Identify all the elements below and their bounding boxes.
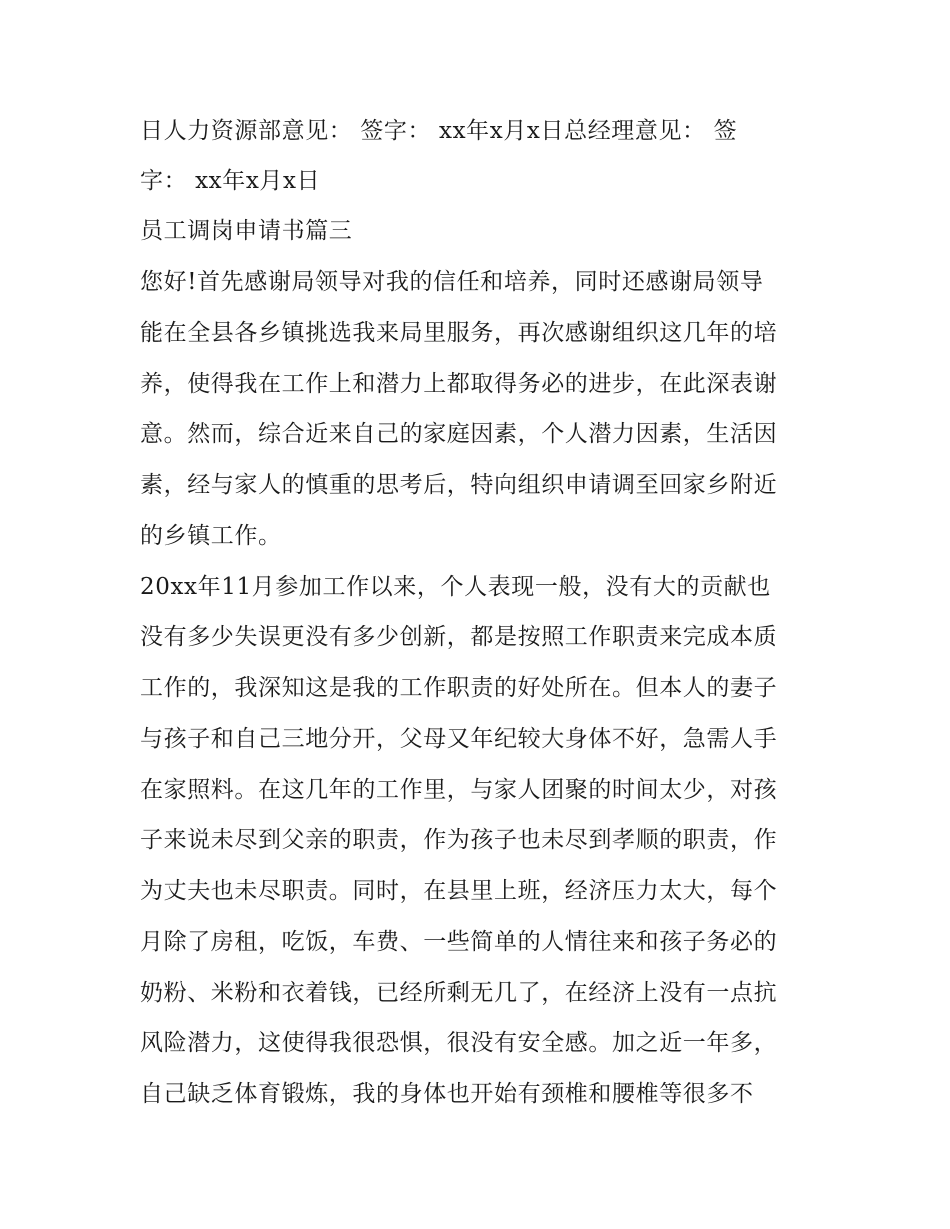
text-line: 月除了房租，吃饭，车费、一些简单的人情往来和孩子务必的 <box>140 929 778 955</box>
text-line: 日人力资源部意见： 签字： xx年x月x日总经理意见： 签 <box>140 118 738 144</box>
text-line: 奶粉、米粉和衣着钱，已经所剩无几了，在经济上没有一点抗 <box>140 980 778 1006</box>
text-line: 能在全县各乡镇挑选我来局里服务，再次感谢组织这几年的培 <box>140 320 778 346</box>
text-line: 自己缺乏体育锻炼，我的身体也开始有颈椎和腰椎等很多不 <box>140 1081 754 1107</box>
text-line: 工作的，我深知这是我的工作职责的好处所在。但本人的妻子 <box>140 675 778 701</box>
text-line: 为丈夫也未尽职责。同时，在县里上班，经济压力太大，每个 <box>140 878 778 904</box>
text-line: 风险潜力，这使得我很恐惧，很没有安全感。加之近一年多， <box>140 1030 778 1056</box>
text-line: 在家照料。在这几年的工作里，与家人团聚的时间太少，对孩 <box>140 777 778 803</box>
text-line: 与孩子和自己三地分开，父母又年纪较大身体不好，急需人手 <box>140 726 778 752</box>
text-line: 没有多少失误更没有多少创新，都是按照工作职责来完成本质 <box>140 624 778 650</box>
text-line: 的乡镇工作。 <box>140 523 282 549</box>
text-line: 养，使得我在工作上和潜力上都取得务必的进步，在此深表谢 <box>140 371 778 397</box>
text-line: 20xx年11月参加工作以来，个人表现一般，没有大的贡献也 <box>140 574 771 600</box>
section-heading: 员工调岗申请书篇三 <box>140 218 353 244</box>
text-line: 您好!首先感谢局领导对我的信任和培养，同时还感谢局领导 <box>140 269 764 295</box>
text-line: 素，经与家人的慎重的思考后，特向组织申请调至回家乡附近 <box>140 472 778 498</box>
text-line: 子来说未尽到父亲的职责，作为孩子也未尽到孝顺的职责，作 <box>140 827 778 853</box>
text-line: 字： xx年x月x日 <box>140 168 321 194</box>
text-line: 意。然而，综合近来自己的家庭因素，个人潜力因素，生活因 <box>140 421 778 447</box>
